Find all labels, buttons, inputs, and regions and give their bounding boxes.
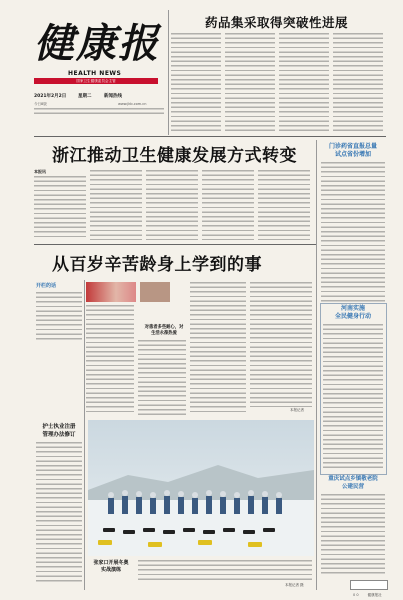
right-story-2-body <box>323 324 383 469</box>
top-story-col-4 <box>333 33 383 131</box>
issue-info: 今日8版 <box>34 102 47 106</box>
site-url: www.jkb.com.cn <box>118 102 147 106</box>
ski-training-photo <box>88 420 314 556</box>
top-story-col-3 <box>279 33 329 131</box>
lead-col-4 <box>202 170 254 240</box>
photo-credit: 本报记者 摄 <box>285 583 304 587</box>
feature-title: 从百岁辛苦龄身上学到的事 <box>52 255 262 275</box>
feature-col-1 <box>86 305 134 415</box>
lead-col-5 <box>258 170 310 240</box>
issue-weekday: 星期二 <box>78 94 92 99</box>
right-story-1-title: 门诊药省直报总量 试点省份增加 <box>328 143 377 158</box>
masthead-title: 健康报 <box>34 20 160 67</box>
top-story-col-1 <box>171 33 221 131</box>
feature-col-2 <box>138 340 186 415</box>
feature-sidebar-body <box>36 292 82 342</box>
masthead-slogan: 国家卫生健康委员会主管 <box>76 79 116 83</box>
masthead <box>34 18 164 110</box>
top-story-title: 药品集采取得突破性进展 <box>205 15 349 30</box>
masthead-small-print <box>34 108 164 116</box>
feature-sidebar-tag: 开栏的话 <box>36 283 57 289</box>
top-story-col-2 <box>225 33 275 131</box>
feature-col-3 <box>190 282 246 415</box>
right-story-3-body <box>321 494 385 576</box>
lead-story-byline: 本报讯 <box>34 169 46 174</box>
feature-banner-photo <box>86 282 136 302</box>
feature-portrait-photo <box>140 282 170 302</box>
photo-caption-body <box>138 560 312 582</box>
issue-date: 2021年2月2日 <box>34 94 67 99</box>
right-story-2-title: 河南实施 全民健身行动 <box>334 305 371 320</box>
left-bottom-body <box>36 442 82 582</box>
lead-col-1 <box>34 176 86 240</box>
feature-byline: 本报记者 <box>290 408 304 412</box>
photo-caption-title: 张家口开展冬奥 实战演练 <box>93 560 129 573</box>
lead-story-title: 浙江推动卫生健康发展方式转变 <box>52 146 297 166</box>
feature-inner-title: 对患者多些耐心，对 生活永葆热爱 <box>144 325 184 336</box>
feature-col-4 <box>250 282 312 407</box>
hotline-label: 新闻热线 <box>104 94 122 99</box>
lead-col-3 <box>146 170 198 240</box>
masthead-subtitle: HEALTH NEWS <box>68 70 122 77</box>
right-story-3-title: 重庆试点乡镇敬老院 公建民营 <box>328 476 378 490</box>
lead-col-2 <box>90 170 142 240</box>
right-story-1-body <box>321 162 385 302</box>
masthead-slogan-bar <box>34 78 158 84</box>
left-bottom-title: 护士执业注册 管理办法修订 <box>42 424 76 438</box>
footer-barcode: 0 0 健康报社 <box>350 580 388 590</box>
